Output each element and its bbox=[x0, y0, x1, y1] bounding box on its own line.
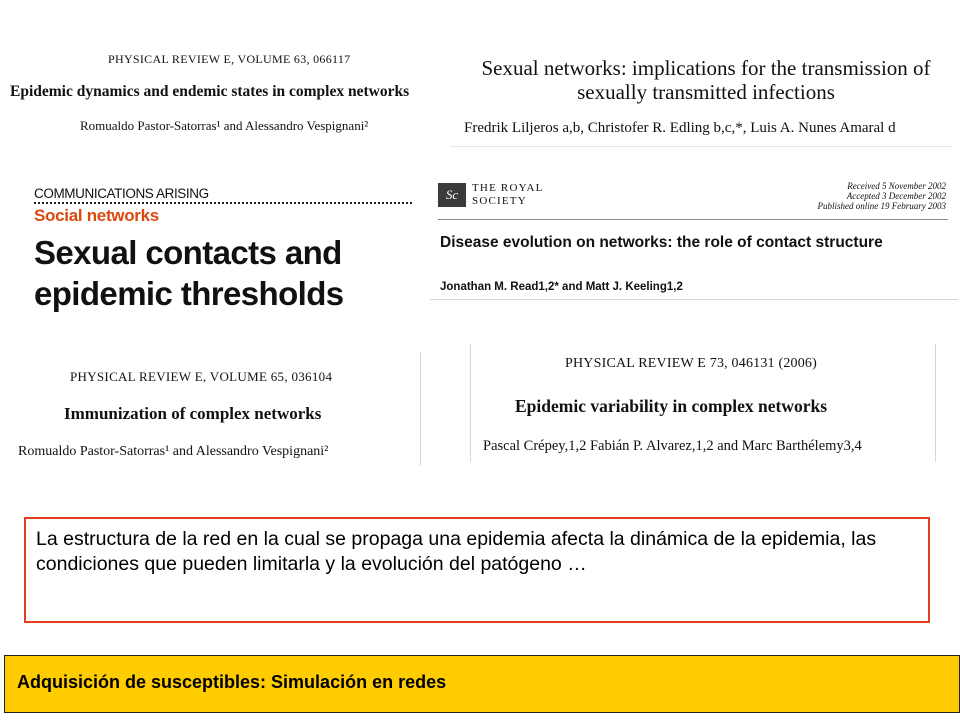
section-label: COMMUNICATIONS ARISING bbox=[34, 186, 412, 204]
paper-clip-disease-evolution bbox=[430, 177, 958, 300]
date-line: Accepted 3 December 2002 bbox=[846, 191, 946, 201]
paper-clip-immunization bbox=[10, 352, 421, 466]
paper-title: Sexual networks: implications for the transmission of sexually transmitted infections bbox=[481, 56, 931, 104]
paper-title: Sexual contacts and epidemic thresholds bbox=[34, 234, 344, 312]
summary-callout bbox=[24, 517, 930, 623]
publisher-name bbox=[472, 182, 544, 208]
journal-citation: PHYSICAL REVIEW E 73, 046131 (2006) bbox=[565, 356, 817, 371]
subsection-label: Social networks bbox=[34, 206, 159, 225]
footer-title: Adquisición de susceptibles: Simulación en redes bbox=[17, 672, 447, 692]
paper-authors: Jonathan M. Read1,2* and Matt J. Keeling1,2 bbox=[440, 281, 683, 293]
publication-dates bbox=[818, 181, 946, 211]
paper-clip-sexual-contacts bbox=[24, 180, 414, 320]
paper-title: Epidemic variability in complex networks bbox=[515, 396, 828, 416]
journal-citation: PHYSICAL REVIEW E, VOLUME 63, 066117 bbox=[108, 52, 351, 66]
journal-citation: PHYSICAL REVIEW E, VOLUME 65, 036104 bbox=[70, 369, 333, 384]
callout-text: La estructura de la red en la cual se propaga una epidemia afecta la dinámica de la epidemia, las condiciones que pueden limitarla y la evolución del patógeno … bbox=[36, 528, 877, 575]
paper-authors: Pascal Crépey,1,2 Fabián P. Alvarez,1,2 and Marc Barthélemy3,4 bbox=[483, 438, 862, 454]
date-line: Received 5 November 2002 bbox=[847, 181, 946, 191]
paper-authors: Romualdo Pastor-Satorras¹ and Alessandro Vespignani² bbox=[80, 118, 369, 133]
royal-society-logo: Sc bbox=[438, 183, 466, 207]
date-line: Published online 19 February 2003 bbox=[817, 201, 946, 211]
paper-clip-epidemic-variability bbox=[470, 344, 936, 462]
paper-clip-epidemic-dynamics bbox=[8, 46, 460, 142]
paper-authors: Romualdo Pastor-Satorras¹ and Alessandro Vespignani² bbox=[18, 444, 329, 459]
slide-footer bbox=[4, 655, 960, 713]
paper-title: Epidemic dynamics and endemic states in complex networks bbox=[10, 83, 410, 100]
paper-authors: Fredrik Liljeros a,b, Christofer R. Edling b,c,*, Luis A. Nunes Amaral d bbox=[464, 120, 896, 136]
publisher-name-line: SOCIETY bbox=[472, 195, 527, 207]
divider bbox=[438, 219, 948, 220]
paper-clip-sexual-networks bbox=[450, 46, 952, 147]
paper-title: Disease evolution on networks: the role of contact structure bbox=[440, 234, 883, 251]
paper-title: Immunization of complex networks bbox=[64, 404, 322, 423]
publisher-name-line: THE ROYAL bbox=[472, 182, 544, 194]
